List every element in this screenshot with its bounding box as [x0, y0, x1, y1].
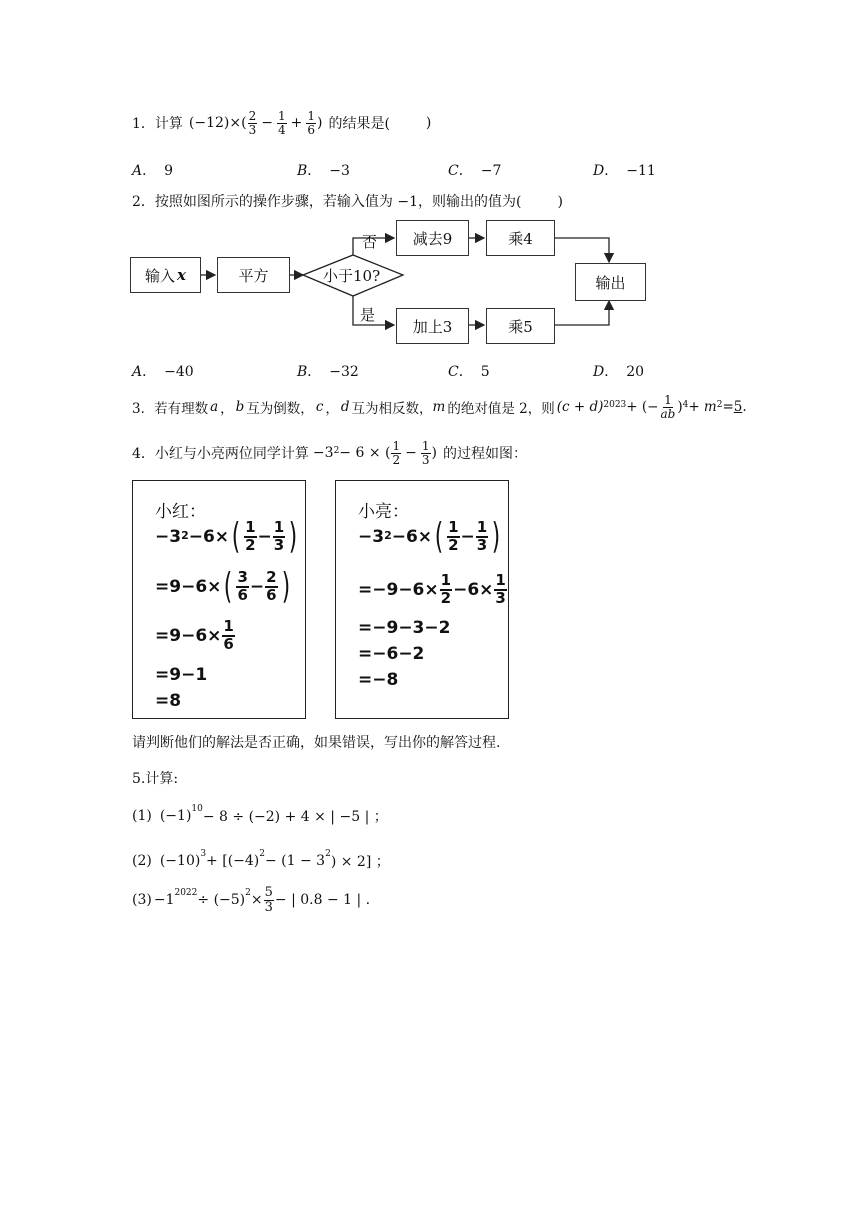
q5-part-2-exp: 3: [200, 849, 207, 859]
xiaoliang-line-5: =−8: [358, 670, 399, 690]
flow-decision-label: 小于10?: [323, 267, 381, 285]
q5-part-1: [132, 806, 388, 826]
q4-op: −: [405, 445, 417, 462]
q2-close: ): [557, 194, 563, 210]
q5-part-3-exp: 2022: [174, 888, 198, 898]
question-3: [132, 394, 747, 420]
q4-exp-1: 2: [333, 446, 340, 456]
flow-no-label: 否: [362, 233, 378, 251]
q3-var-b: b: [235, 399, 245, 416]
flow-square-box: 平方: [217, 257, 290, 293]
xiaohong-line-2: =9−6× ( $\frac{3}{6}$ − $\frac{2}{6}$ ): [155, 566, 290, 607]
q5-part-3: [132, 886, 370, 914]
q2-option-c[interactable]: C． 5: [448, 364, 490, 380]
q5-part-2-expr-b: + [(−4): [206, 853, 260, 869]
q3-expr-5: =: [722, 399, 734, 416]
q1-op-1: −: [261, 115, 273, 132]
flow-output-box: 输出: [575, 263, 646, 301]
flowchart-connectors: [0, 0, 860, 360]
q1-fraction-1: $\frac{2}{3}$: [248, 109, 257, 137]
q5-part-1-label: (1): [132, 808, 152, 824]
q3-var-c: c: [315, 399, 324, 416]
q3-answer: 5: [733, 399, 743, 416]
q5-part-3-expr-c: ×: [250, 892, 263, 909]
q3-end: .: [742, 399, 747, 416]
q5-part-2-expr-a: (−10): [159, 853, 201, 869]
flow-add3-box: 加上3: [396, 308, 469, 344]
q5-part-3-expr-a: −1: [153, 892, 175, 909]
q1-option-b[interactable]: B． −3: [297, 163, 350, 179]
q1-expr-end: ): [316, 115, 323, 132]
q1-option-c[interactable]: C． −7: [448, 163, 502, 179]
q1-close: ): [425, 115, 432, 132]
xiaoliang-line-3: =−9−3−2: [358, 618, 451, 638]
q5-part-2-expr-c: − (1 − 3: [265, 853, 326, 869]
q5-part-1-expr-b: − 8 ÷ (−2) + 4 × | −5 | ；: [202, 809, 388, 825]
flow-sub9-box: 减去9: [396, 220, 469, 256]
q3-expr-3: ): [677, 399, 683, 416]
q4-judge-instruction: 请判断他们的解法是否正确，如果错误，写出你的解答过程.: [132, 735, 501, 751]
q2-option-b[interactable]: B． −32: [297, 364, 359, 380]
q1-expr-start: (−12)×(: [188, 115, 247, 132]
q1-option-d[interactable]: D． −11: [593, 163, 656, 179]
q5-part-2-exp-3: 2: [325, 849, 331, 859]
xiaohong-name: 小红：: [155, 502, 206, 522]
flow-yes-label: 是: [360, 306, 376, 324]
q3-text-4: ，: [325, 401, 339, 418]
q3-var-m: m: [432, 399, 446, 416]
q3-text-1: 3．若有理数: [132, 401, 209, 418]
q5-part-1-exp: 10: [191, 804, 203, 814]
q3-text-5: 互为相反数，: [351, 401, 433, 418]
q4-expr-2: − 6 × (: [339, 445, 391, 462]
xiaohong-line-4: =9−1: [155, 665, 208, 685]
question-4: [132, 440, 527, 466]
xiaoliang-line-4: =−6−2: [358, 644, 425, 664]
q3-fraction: $\frac{1}{ab}$: [660, 393, 676, 421]
xiaoliang-name: 小亮：: [358, 502, 409, 522]
q5-title: 5.计算:: [132, 771, 179, 787]
xiaohong-line-1: −3 2 −6× ( $\frac{1}{2}$ − $\frac{1}{3}$ ): [155, 516, 298, 557]
q3-var-d: d: [340, 399, 350, 416]
flow-input-box: 输入 x: [130, 257, 201, 293]
q3-text-6: 的绝对值是 2，则: [447, 401, 555, 418]
q4-fraction-2: $\frac{1}{3}$: [421, 439, 430, 467]
q1-fraction-3: $\frac{1}{6}$: [307, 109, 315, 137]
q4-expr-3: ): [431, 445, 437, 462]
q5-part-3-exp-2: 2: [245, 888, 251, 898]
q3-text-2: ，: [220, 401, 234, 418]
q3-text-3: 互为倒数，: [246, 401, 314, 418]
flow-mul4-box: 乘4: [486, 220, 555, 256]
q1-fraction-2: $\frac{1}{4}$: [277, 109, 286, 137]
q3-exp-1: 2023: [603, 400, 627, 410]
q4-fraction-1: $\frac{1}{2}$: [392, 439, 401, 467]
xiaoliang-work-box: [335, 480, 509, 719]
q2-option-a[interactable]: A． −40: [132, 364, 194, 380]
q5-part-3-expr-b: ÷ (−5): [197, 892, 246, 909]
xiaohong-work-box: [132, 480, 306, 719]
q5-part-1-expr-a: (−1): [159, 808, 192, 824]
q5-part-2-expr-d: ) × 2] ；: [330, 854, 390, 870]
q3-expr-4: + m: [688, 399, 717, 416]
xiaoliang-line-1: −3 2 −6× ( $\frac{1}{2}$ − $\frac{1}{3}$ ): [358, 516, 501, 557]
q1-suffix: 的结果是(: [328, 116, 390, 133]
q5-part-3-label: (3): [132, 892, 152, 909]
xiaohong-line-5: =8: [155, 691, 182, 711]
q5-part-2-exp-2: 2: [259, 849, 265, 859]
q5-part-2: [132, 851, 390, 871]
q5-part-3-fraction: $\frac{5}{3}$: [264, 885, 273, 915]
q4-text-2: 的过程如图：: [442, 446, 527, 463]
q2-text: 2．按照如图所示的操作步骤，若输入值为 −1，则输出的值为(: [132, 194, 522, 210]
q3-exp-3: 4: [682, 400, 689, 410]
xiaoliang-line-2: =−9−6× $\frac{1}{2}$ −6× $\frac{1}{3}$: [358, 571, 506, 607]
q1-prefix: 计算: [154, 116, 183, 133]
q1-op-2: +: [290, 115, 303, 132]
q3-expr-2: + (−: [626, 399, 659, 416]
q4-expr-1: −3: [312, 445, 334, 462]
q1-number: 1．: [132, 116, 155, 133]
q3-exp-4: 2: [716, 400, 723, 410]
q5-part-3-expr-d: − | 0.8 − 1 | .: [274, 892, 371, 909]
q3-expr-1: (c + d): [556, 399, 604, 416]
q4-text-1: 4．小红与小亮两位同学计算: [132, 446, 309, 463]
q2-option-d[interactable]: D． 20: [593, 364, 645, 380]
q1-option-a[interactable]: A． 9: [132, 163, 174, 179]
q3-var-a: a: [210, 399, 219, 416]
q5-part-2-label: (2): [132, 853, 152, 869]
flow-mul5-box: 乘5: [486, 308, 555, 344]
xiaohong-line-3: =9−6× $\frac{1}{6}$: [155, 617, 234, 653]
